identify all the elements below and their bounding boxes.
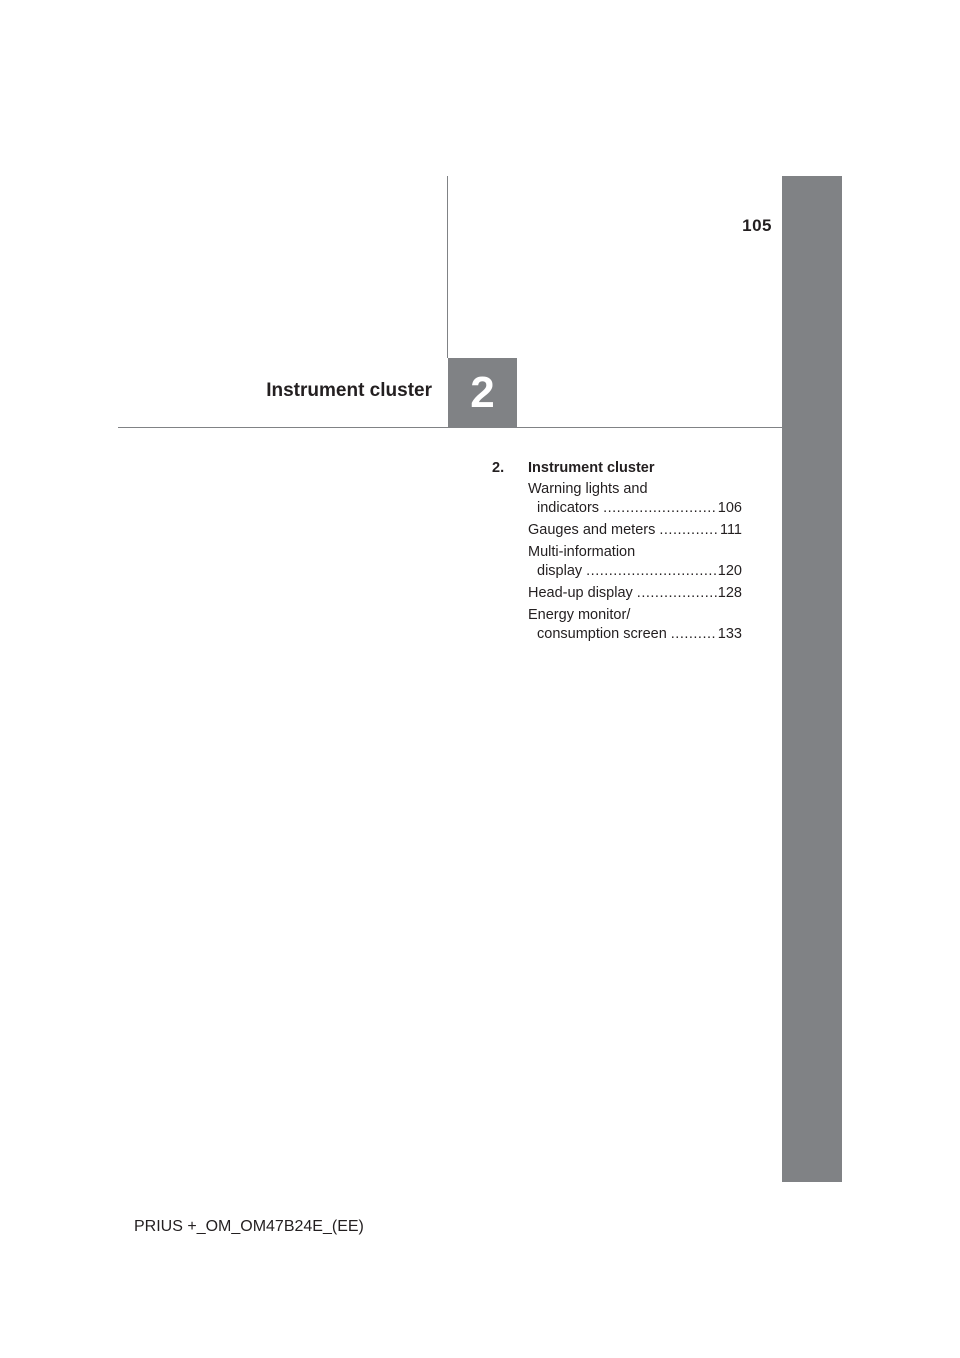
dot-leader (603, 499, 717, 518)
dot-leader (586, 562, 717, 581)
dot-leader (637, 584, 717, 603)
section-title: Instrument cluster (266, 380, 432, 401)
toc-entry-warning-lights[interactable] (528, 480, 742, 518)
toc-heading (492, 459, 742, 478)
toc-entry-gauges-meters[interactable] (528, 521, 742, 540)
dot-leader (671, 625, 717, 644)
page-number: 105 (742, 216, 772, 235)
vertical-divider (447, 176, 448, 358)
toc-entry-text: Energy monitor/ (528, 607, 631, 623)
toc-entry-multi-information-display[interactable] (528, 543, 742, 581)
manual-code-footer: PRIUS +_OM_OM47B24E_(EE) (134, 1218, 364, 1235)
toc-entry-energy-monitor[interactable] (528, 606, 742, 644)
chapter-side-tab (782, 176, 842, 1182)
toc-page-ref[interactable]: 133 (717, 626, 742, 642)
horizontal-divider (118, 427, 782, 428)
dot-leader (659, 521, 719, 540)
toc-page-ref[interactable]: 120 (717, 563, 742, 579)
toc-entry-text: Multi-information (528, 544, 636, 560)
toc-entry-text-cont: consumption screen (537, 626, 667, 642)
toc-entry-text: Warning lights and (528, 481, 648, 497)
toc-entry-text: Gauges and meters (528, 522, 656, 538)
toc-entry-head-up-display[interactable] (528, 584, 742, 603)
toc-page-ref[interactable]: 106 (717, 500, 742, 516)
toc-heading-title: Instrument cluster (528, 460, 655, 476)
toc-heading-number: 2. (492, 460, 505, 476)
chapter-number-badge: 2 (448, 358, 517, 427)
toc-page-ref[interactable]: 128 (717, 585, 742, 601)
toc-page-ref[interactable]: 111 (719, 522, 742, 538)
toc-entry-text-cont: display (537, 563, 583, 579)
table-of-contents (492, 459, 742, 647)
toc-entry-text: Head-up display (528, 585, 633, 601)
toc-entry-text-cont: indicators (537, 500, 600, 516)
